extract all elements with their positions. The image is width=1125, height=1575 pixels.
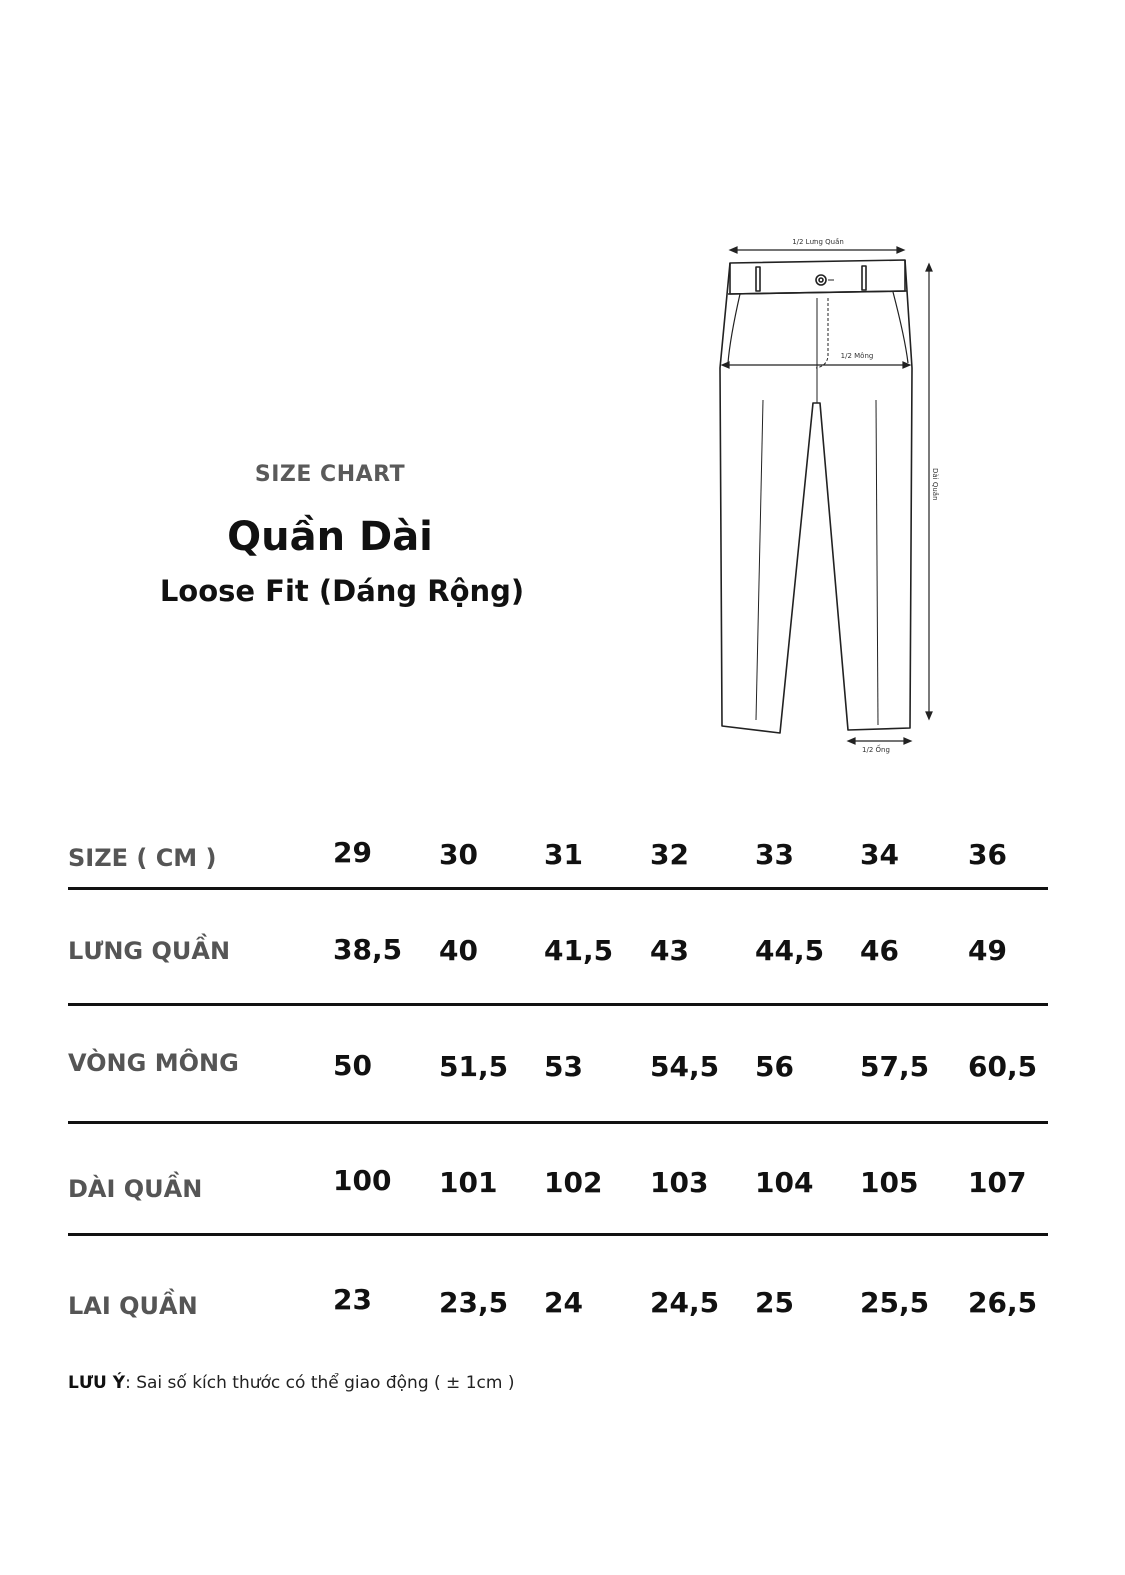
cell-waist-4: 43 [650,934,689,967]
note-label: LƯU Ý [68,1373,126,1393]
cell-length-7: 107 [968,1166,1027,1199]
cell-hip-3: 53 [544,1050,583,1083]
cell-length-3: 102 [544,1166,603,1199]
cell-hem-6: 25,5 [860,1286,930,1319]
cell-length-1: 100 [333,1164,392,1197]
cell-hem-2: 23,5 [439,1286,509,1319]
cell-hip-7: 60,5 [968,1050,1038,1083]
pants-outline-icon [720,260,912,733]
cell-size-5: 33 [755,838,794,871]
table-divider [68,1121,1048,1124]
row-label-length: DÀI QUẦN [68,1175,203,1203]
cell-waist-5: 44,5 [755,934,825,967]
cell-size-4: 32 [650,838,689,871]
size-chart-eyebrow: SIZE CHART [254,462,406,487]
pants-diagram [700,228,960,773]
cell-waist-3: 41,5 [544,934,614,967]
length-measure-label: Dài Quần [931,468,939,501]
cell-hem-7: 26,5 [968,1286,1038,1319]
cell-hip-5: 56 [755,1050,794,1083]
cell-waist-6: 46 [860,934,899,967]
note-text: : Sai số kích thước có thể giao động ( ± 1cm ) [125,1373,515,1393]
cell-hip-6: 57,5 [860,1050,930,1083]
table-divider [68,1233,1048,1236]
tolerance-note [68,1373,514,1393]
cell-length-2: 101 [439,1166,498,1199]
hem-measure-label: 1/2 Ống [862,746,890,754]
cell-waist-7: 49 [968,934,1007,967]
row-label-waist: LƯNG QUẦN [68,937,231,965]
cell-waist-2: 40 [439,934,478,967]
cell-hem-5: 25 [755,1286,794,1319]
cell-length-5: 104 [755,1166,814,1199]
row-label-hem: LAI QUẦN [68,1292,198,1320]
cell-hip-4: 54,5 [650,1050,720,1083]
fit-subtitle: Loose Fit (Dáng Rộng) [159,574,525,608]
waist-measure-label: 1/2 Lưng Quần [792,238,844,246]
cell-hip-2: 51,5 [439,1050,509,1083]
cell-length-6: 105 [860,1166,919,1199]
cell-size-7: 36 [968,838,1007,871]
cell-hem-3: 24 [544,1286,583,1319]
cell-hip-1: 50 [333,1049,372,1082]
cell-length-4: 103 [650,1166,709,1199]
cell-size-1: 29 [333,836,372,869]
hip-measure-label: 1/2 Mông [840,352,874,360]
cell-size-2: 30 [439,838,478,871]
row-label-hip: VÒNG MÔNG [68,1049,239,1077]
cell-waist-1: 38,5 [333,933,403,966]
cell-size-6: 34 [860,838,899,871]
cell-size-3: 31 [544,838,583,871]
table-divider [68,1003,1048,1006]
table-divider [68,887,1048,890]
page-title: Quần Dài [227,514,433,560]
cell-hem-4: 24,5 [650,1286,720,1319]
row-label-size: SIZE ( CM ) [68,844,217,872]
cell-hem-1: 23 [333,1283,372,1316]
